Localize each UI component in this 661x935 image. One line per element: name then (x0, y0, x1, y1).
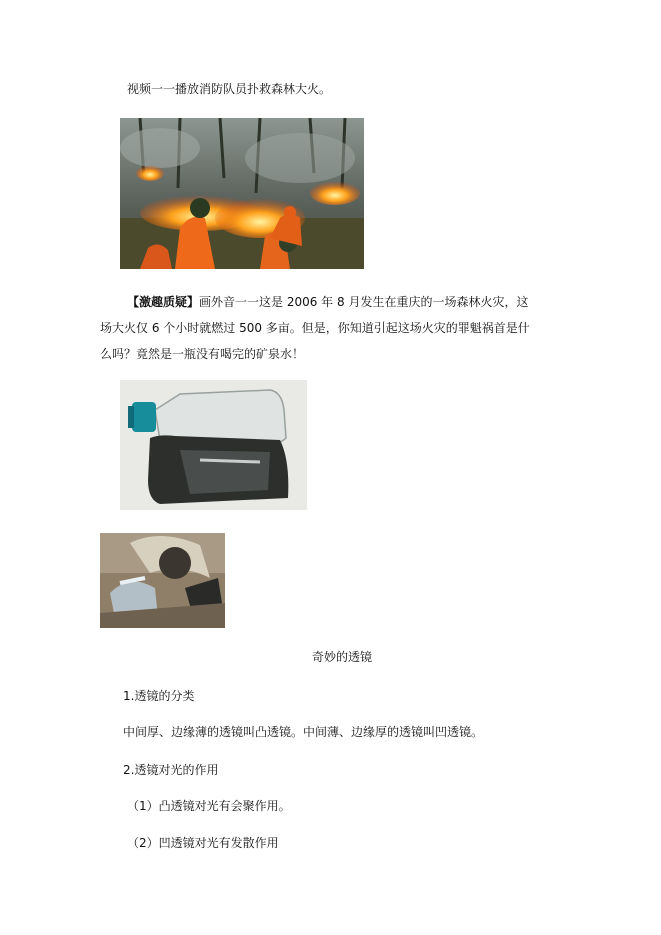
item2-heading: 2.透镜对光的作用 (123, 763, 219, 777)
question-line-1 (127, 294, 528, 310)
item2-sub1: （1）凸透镜对光有会聚作用。 (127, 799, 291, 813)
section-title: 奇妙的透镜 (312, 650, 373, 664)
forest-fire-photo (120, 118, 364, 269)
fire-investigation-photo (100, 533, 225, 628)
question-line-3: 么吗？竟然是一瓶没有喝完的矿泉水！ (100, 347, 305, 361)
item2-sub2: （2）凹透镜对光有发散作用 (127, 836, 279, 850)
question-line-2: 场大火仅 6 个小时就燃过 500 多亩。但是，你知道引起这场火灾的罪魁祸首是什 (100, 321, 530, 335)
item1-heading: 1.透镜的分类 (123, 689, 195, 703)
question-tag: 【激趣质疑】 (127, 295, 200, 309)
water-bottle-photo (120, 380, 307, 510)
question-line-1-text: 画外音一一这是 2006 年 8 月发生在重庆的一场森林火灾，这 (199, 295, 529, 309)
video-line: 视频一一播放消防队员扑救森林大火。 (127, 82, 332, 96)
item1-text: 中间厚、边缘薄的透镜叫凸透镜。中间薄、边缘厚的透镜叫凹透镜。 (123, 725, 484, 739)
